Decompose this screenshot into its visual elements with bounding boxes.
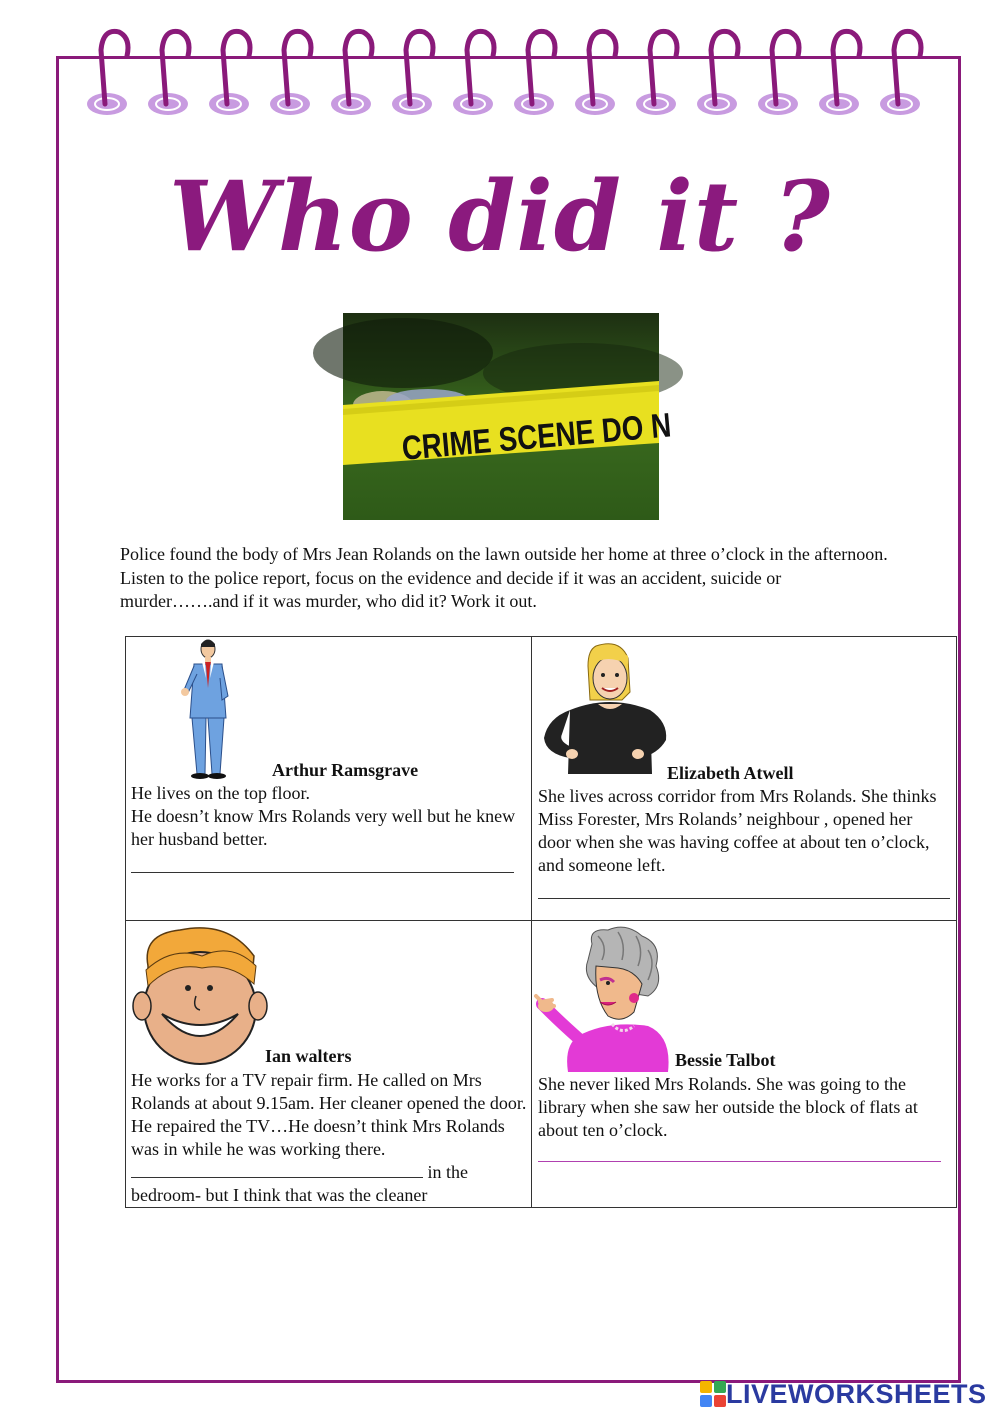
page-title: Who did it ?	[169, 160, 831, 273]
spiral-wire	[772, 31, 799, 104]
suspect-desc-ian	[131, 1069, 529, 1207]
suspect-desc-ian-after: in the	[427, 1162, 468, 1182]
crime-scene-photo	[343, 313, 733, 520]
liveworksheets-badge-icon	[700, 1381, 726, 1407]
spiral-wire	[162, 31, 189, 104]
spiral-wire	[223, 31, 250, 104]
suspect-name-arthur: Arthur Ramsgrave	[272, 760, 419, 780]
suspect-desc-ian-last: bedroom- but I think that was the cleaner	[131, 1185, 428, 1205]
spiral-wire	[467, 31, 494, 104]
table-divider-horizontal	[125, 920, 957, 921]
suspect-desc-arthur: He lives on the top floor. He doesn’t know Mrs Rolands very well but he knew her husband better.	[131, 783, 516, 849]
ian-figure	[132, 926, 268, 1066]
tape-text: CRIME SCENE DO N	[400, 401, 733, 468]
spiral-wire	[406, 31, 433, 104]
arthur-figure	[170, 638, 240, 780]
suspect-name-bessie: Bessie Talbot	[675, 1050, 776, 1070]
spiral-wire	[345, 31, 372, 104]
spiral-wire	[284, 31, 311, 104]
elizabeth-figure	[540, 642, 670, 778]
spiral-wire	[589, 31, 616, 104]
suspect-name-ian: Ian walters	[265, 1046, 352, 1066]
spiral-wire	[833, 31, 860, 104]
spiral-binding	[0, 0, 1000, 130]
spiral-wire	[101, 31, 128, 104]
intro-paragraph: Police found the body of Mrs Jean Rolands on the lawn outside her home at three o’clock in the afternoon. Listen to the police report, focus on the evidence and decide if it was an accident, suicide or murder…….and if it was murder, who did it? Work it out.	[120, 544, 888, 611]
liveworksheets-logo[interactable]	[700, 1378, 987, 1410]
suspect-desc-ian-text: He works for a TV repair firm. He called on Mrs Rolands at about 9.15am. Her cleaner opened the door. He repaired the TV…He doesn’t think Mrs Rolands was in while he was working there.	[131, 1070, 527, 1159]
spiral-wire	[711, 31, 738, 104]
spiral-wire	[894, 31, 921, 104]
answer-line-bessie	[538, 1161, 941, 1162]
spiral-wire	[528, 31, 555, 104]
suspect-name-elizabeth: Elizabeth Atwell	[667, 763, 794, 783]
answer-line-arthur	[131, 872, 514, 873]
table-divider-vertical	[531, 636, 532, 1208]
answer-line-ian	[131, 1161, 423, 1178]
suspect-desc-bessie: She never liked Mrs Rolands. She was going to the library when she saw her outside the block of flats at about ten o’clock.	[538, 1074, 918, 1140]
spiral-wire	[650, 31, 677, 104]
liveworksheets-logo-text: LIVEWORKSHEETS	[726, 1378, 987, 1409]
suspect-desc-elizabeth: She lives across corridor from Mrs Rolands. She thinks Miss Forester, Mrs Rolands’ neighbour , opened her door when she was having coffee at about ten o’clock, and someone left.	[538, 786, 937, 875]
answer-line-elizabeth	[538, 898, 950, 899]
bessie-figure	[538, 926, 672, 1072]
